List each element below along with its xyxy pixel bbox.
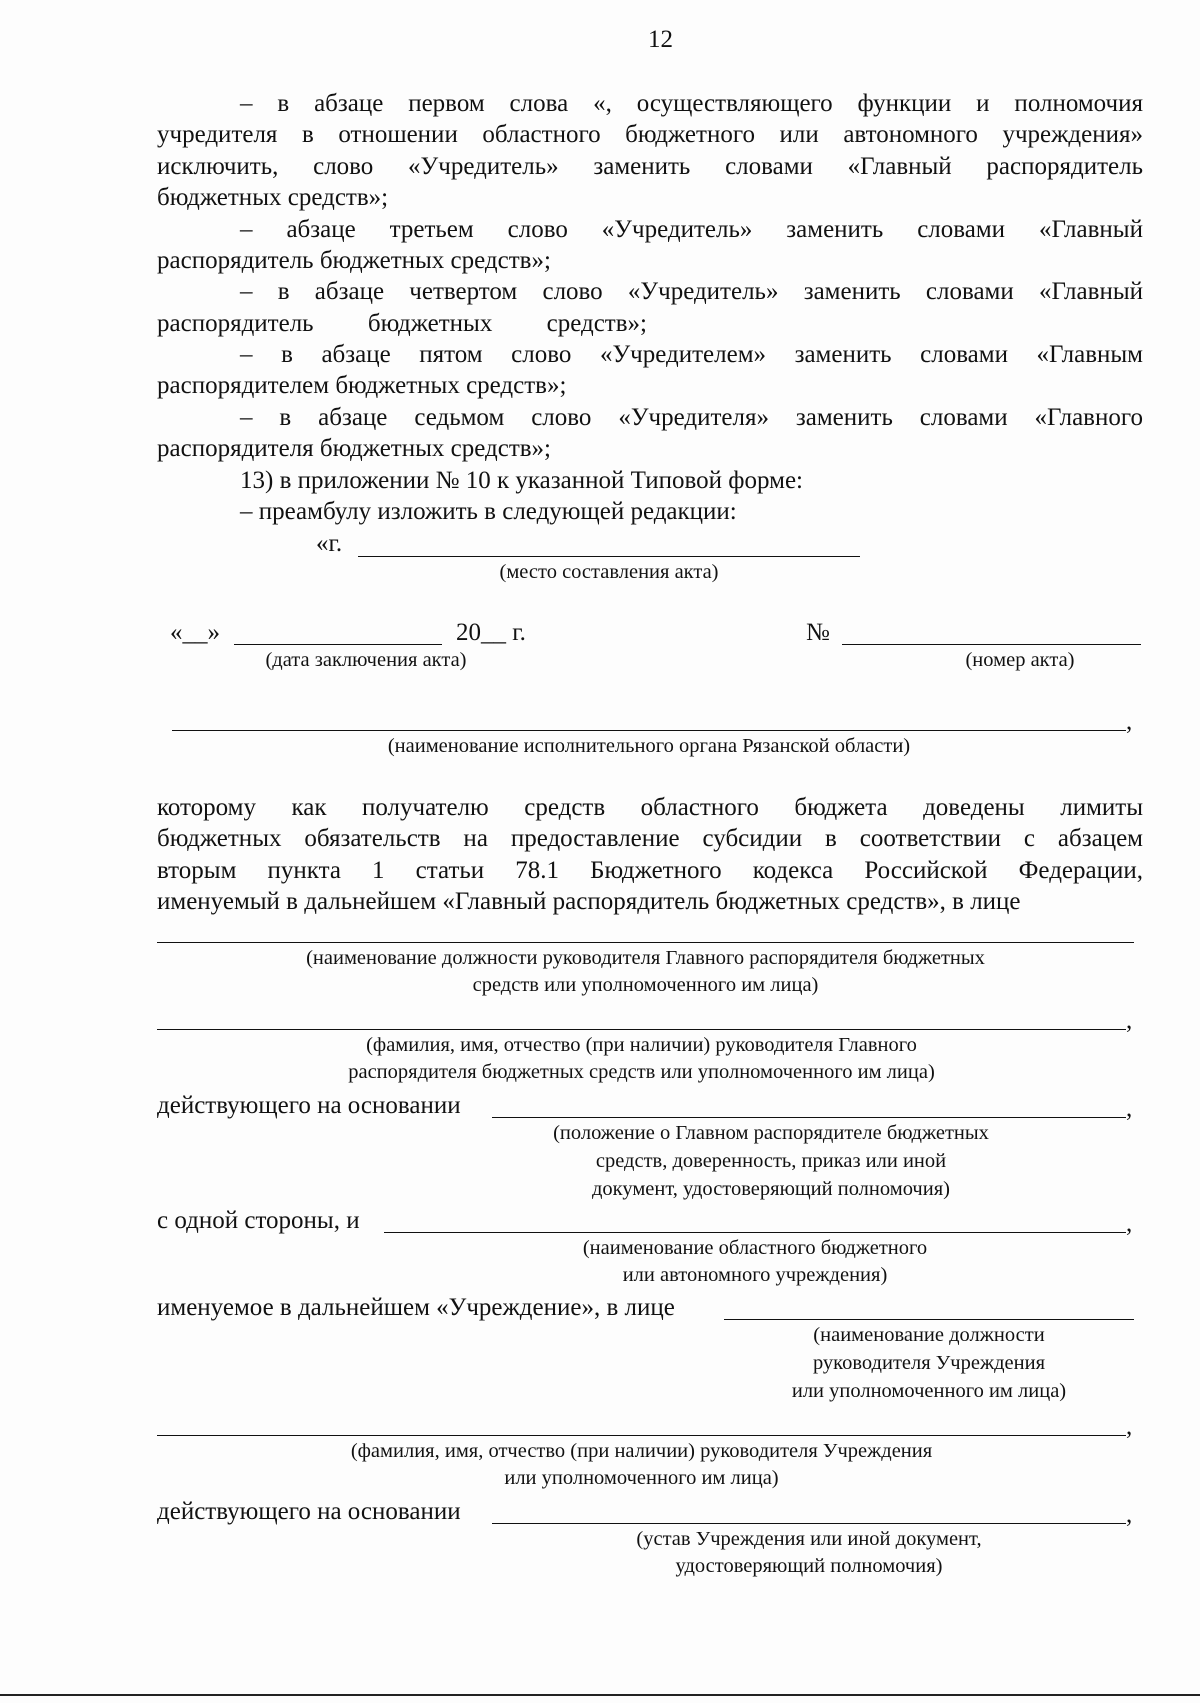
comma: , xyxy=(1126,1501,1133,1528)
one-side-label: с одной стороны, и xyxy=(157,1207,360,1234)
bottom-border xyxy=(0,1694,1200,1696)
city-prefix: «г. xyxy=(316,530,343,557)
intro-line-3: вторым пункта 1 статьи 78.1 Бюджетного кодекса Российской Федерации, xyxy=(157,857,1143,884)
para-1-line-4: бюджетных средств»; xyxy=(157,184,389,211)
para-5-line-2: распорядителя бюджетных средств»; xyxy=(157,435,552,462)
basis-line xyxy=(492,1117,1126,1118)
named-label: именуемое в дальнейшем «Учреждение», в лице xyxy=(157,1294,675,1321)
basis-caption-line-3: документ, удостоверяющий полномочия) xyxy=(592,1178,950,1200)
date-caption: (дата заключения акта) xyxy=(265,649,467,671)
para-2-line-2: распорядитель бюджетных средств»; xyxy=(157,247,551,274)
position-caption-line-1: (наименование должности руководителя Главного распорядителя бюджетных xyxy=(306,947,985,969)
institution-fio-caption-line-1: (фамилия, имя, отчество (при наличии) руководителя Учреждения xyxy=(350,1440,933,1462)
para-4-line-2: распорядителем бюджетных средств»; xyxy=(157,372,567,399)
para-1-line-3: исключить, слово «Учредитель» заменить словами «Главный распорядитель xyxy=(157,153,1143,180)
para-3-line-2: распорядитель бюджетных средств»; xyxy=(157,310,647,337)
date-quotes: «__» xyxy=(170,619,220,646)
place-caption: (место составления акта) xyxy=(499,561,719,583)
intro-line-1: которому как получателю средств областного бюджета доведены лимиты xyxy=(157,794,1143,821)
para-4-line-1: – в абзаце пятом слово «Учредителем» заменить словами «Главным xyxy=(240,341,1143,368)
fio-caption-line-1: (фамилия, имя, отчество (при наличии) руководителя Главного xyxy=(366,1034,917,1056)
fio-line xyxy=(157,1029,1126,1030)
para-2-line-1: – абзаце третьем слово «Учредитель» заменить словами «Главный xyxy=(240,216,1143,243)
charter-caption-line-2: удостоверяющий полномочия) xyxy=(675,1555,943,1577)
para-1-line-2: учредителя в отношении областного бюджетного или автономного учреждения» xyxy=(157,121,1143,148)
comma: , xyxy=(1126,1413,1133,1440)
charter-line xyxy=(492,1523,1126,1524)
institution-position-caption-line-1: (наименование должности xyxy=(813,1324,1045,1346)
fio-caption-line-2: распорядителя бюджетных средств или уполномоченного им лица) xyxy=(348,1061,935,1083)
comma: , xyxy=(1126,1095,1133,1122)
institution-position-line xyxy=(724,1319,1134,1320)
para-1-line-1: – в абзаце первом слова «, осуществляющего функции и полномочия xyxy=(240,90,1143,117)
institution-caption-line-1: (наименование областного бюджетного xyxy=(582,1237,928,1259)
number-line xyxy=(842,644,1141,645)
org-line xyxy=(172,730,1126,731)
institution-fio-caption-line-2: или уполномоченного им лица) xyxy=(504,1467,779,1489)
charter-caption-line-1: (устав Учреждения или иной документ, xyxy=(636,1528,982,1550)
basis-caption-line-2: средств, доверенность, приказ или иной xyxy=(595,1150,947,1172)
institution-position-caption-line-3: или уполномоченного им лица) xyxy=(791,1380,1067,1402)
comma: , xyxy=(1126,1007,1133,1034)
para-6: 13) в приложении № 10 к указанной Типовой форме: xyxy=(240,467,803,494)
institution-fio-line xyxy=(157,1435,1126,1436)
comma: , xyxy=(1126,1210,1133,1237)
intro-line-4: именуемый в дальнейшем «Главный распорядитель бюджетных средств», в лице xyxy=(157,888,1021,915)
para-3-line-1: – в абзаце четвертом слово «Учредитель» заменить словами «Главный xyxy=(240,278,1143,305)
number-caption: (номер акта) xyxy=(965,649,1075,671)
year-prefix: 20__ г. xyxy=(456,619,526,646)
basis-caption-line-1: (положение о Главном распорядителе бюджетных xyxy=(553,1122,989,1144)
position-caption-line-2: средств или уполномоченного им лица) xyxy=(472,974,819,996)
number-sign: № xyxy=(806,619,830,646)
para-5-line-1: – в абзаце седьмом слово «Учредителя» заменить словами «Главного xyxy=(240,404,1143,431)
acting-label: действующего на основании xyxy=(157,1092,461,1119)
org-caption: (наименование исполнительного органа Рязанской области) xyxy=(387,735,911,757)
institution-position-caption-line-2: руководителя Учреждения xyxy=(812,1352,1046,1374)
acting-label-2: действующего на основании xyxy=(157,1498,461,1525)
para-7: – преамбулу изложить в следующей редакции: xyxy=(240,498,737,525)
institution-line xyxy=(384,1232,1126,1233)
page-number: 12 xyxy=(648,26,673,53)
comma: , xyxy=(1126,708,1133,735)
intro-line-2: бюджетных обязательств на предоставление субсидии в соответствии с абзацем xyxy=(157,825,1143,852)
institution-caption-line-2: или автономного учреждения) xyxy=(622,1264,888,1286)
date-line xyxy=(234,644,442,645)
position-line xyxy=(157,942,1134,943)
place-line xyxy=(358,556,860,557)
